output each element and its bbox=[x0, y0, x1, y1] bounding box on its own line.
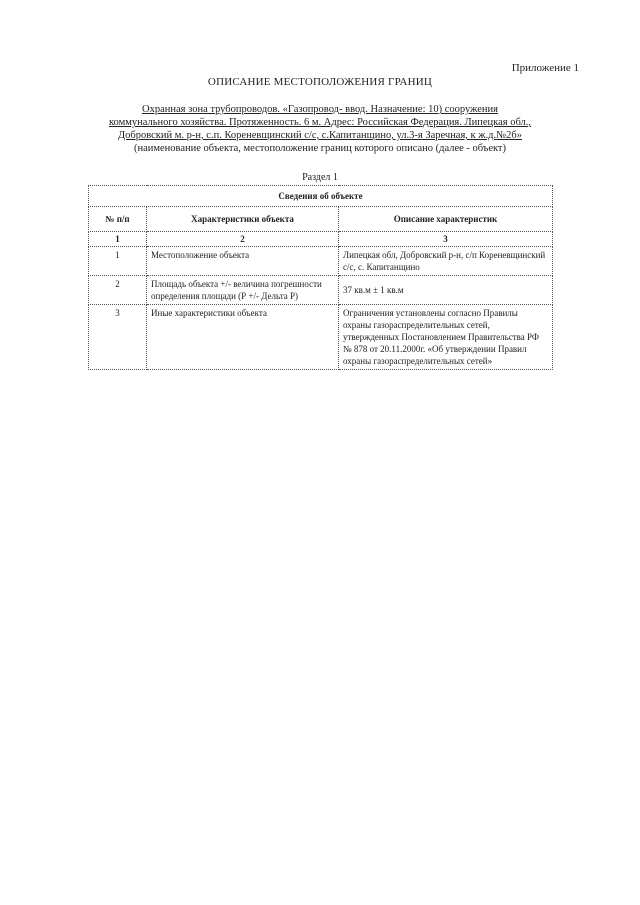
object-description-line-2: коммунального хозяйства. Протяженность. 6 м. Адрес: Российская Федерация. Липецкая обл., bbox=[108, 117, 532, 128]
index-cell: 3 bbox=[339, 232, 553, 247]
index-cell: 1 bbox=[89, 232, 147, 247]
document-title: ОПИСАНИЕ МЕСТОПОЛОЖЕНИЯ ГРАНИЦ bbox=[207, 76, 433, 88]
row-number: 1 bbox=[89, 247, 147, 276]
appendix-label: Приложение 1 bbox=[511, 62, 579, 74]
row-description: 37 кв.м ± 1 кв.м bbox=[339, 276, 553, 305]
section-title: Раздел 1 bbox=[302, 172, 338, 183]
table-header-row bbox=[89, 207, 553, 232]
row-characteristic: Площадь объекта +/- величина погрешности определения площади (Р +/- Дельта Р) bbox=[147, 276, 339, 305]
row-number: 3 bbox=[89, 305, 147, 370]
table-index-row bbox=[89, 232, 553, 247]
row-number: 2 bbox=[89, 276, 147, 305]
object-description-caption: (наименование объекта, местоположение границ которого описано (далее - объект) bbox=[133, 143, 507, 154]
table-row bbox=[89, 247, 553, 276]
row-description: Ограничения установлены согласно Правилы охраны газораспределительных сетей, утвержденных Постановлением Правительства РФ № 878 от 20.11.2000г. «Об утверждении Правил охраны газораспределительных сетей» bbox=[339, 305, 553, 370]
table-caption: Сведения об объекте bbox=[89, 186, 553, 207]
table-caption-row bbox=[89, 186, 553, 207]
row-characteristic: Местоположение объекта bbox=[147, 247, 339, 276]
table-row bbox=[89, 305, 553, 370]
index-cell: 2 bbox=[147, 232, 339, 247]
header-description: Описание характеристик bbox=[339, 207, 553, 232]
object-info-table bbox=[88, 185, 553, 370]
row-characteristic: Иные характеристики объекта bbox=[147, 305, 339, 370]
header-number: № п/п bbox=[89, 207, 147, 232]
object-description-line-1: Охранная зона трубопроводов. «Газопровод- ввод. Назначение: 10) сооружения bbox=[142, 104, 498, 115]
row-description: Липецкая обл, Добровский р-н, с/п Кореневщинский с/с, с. Капитанщино bbox=[339, 247, 553, 276]
header-characteristic: Характеристики объекта bbox=[147, 207, 339, 232]
object-description bbox=[88, 103, 552, 155]
object-description-line-3: Добровский м. р-н, с.п. Кореневщинский с/с, с.Капитанщино, ул.3-я Заречная, к ж.д.№2б» bbox=[118, 130, 522, 141]
table-row bbox=[89, 276, 553, 305]
